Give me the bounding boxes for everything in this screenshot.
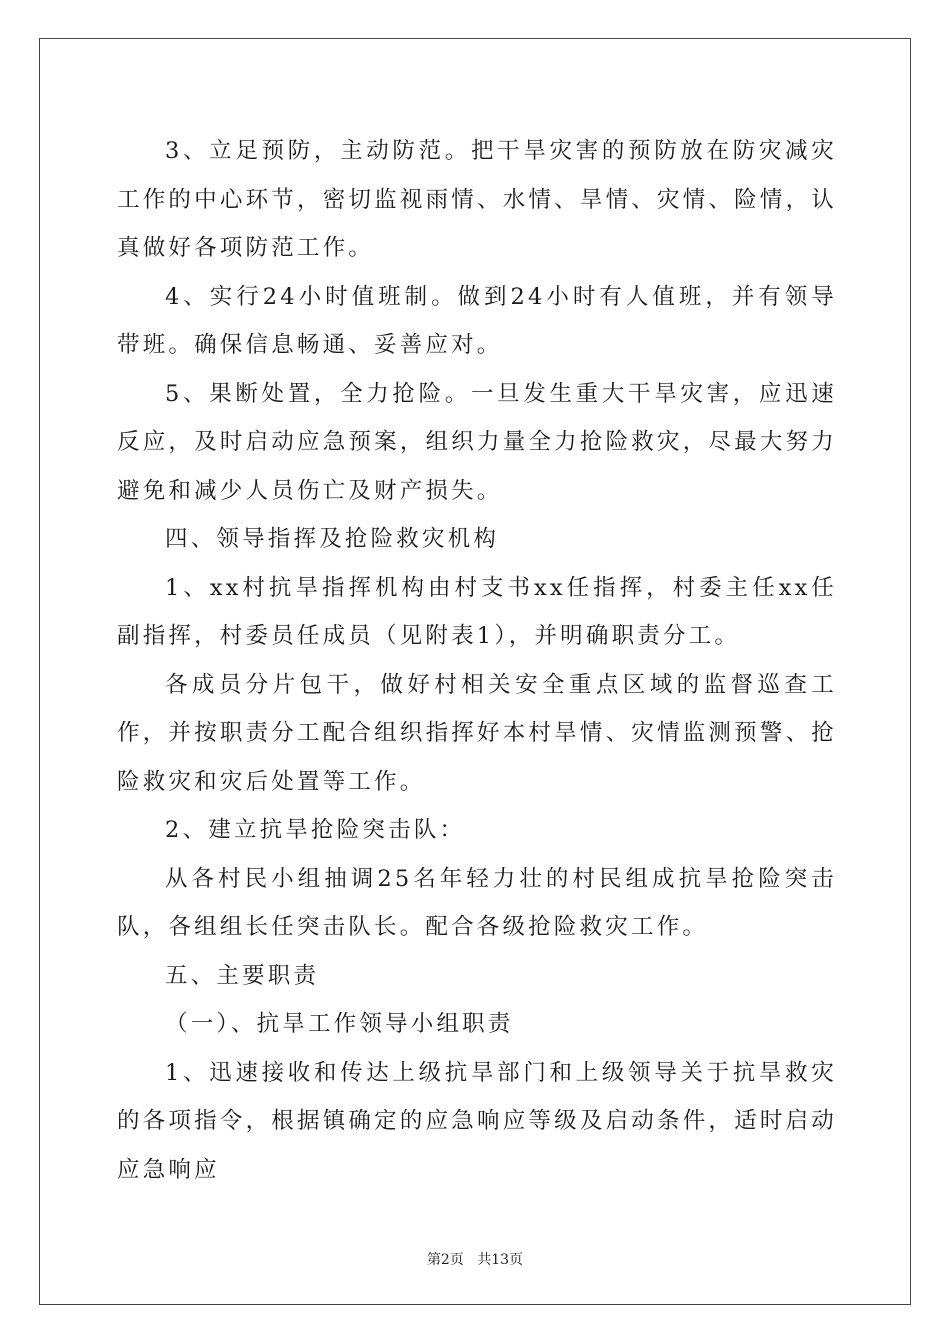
paragraph-command-structure: 1、xx村抗旱指挥机构由村支书xx任指挥，村委主任xx任副指挥，村委员任成员（见附表1），并明确职责分工。 [117, 574, 837, 649]
section-heading-4: 四、领导指挥及抢险救灾机构 [165, 526, 500, 552]
paragraph-strike-team: 从各村民小组抽调25名年轻力壮的村民组成抗旱抢险突击队，各组组长任突击队长。配合各级抢险救灾工作。 [117, 865, 837, 940]
paragraph-duty-shift: 4、实行24小时值班制。做到24小时有人值班，并有领导带班。确保信息畅通、妥善应对。 [117, 283, 837, 358]
section-heading-5: 五、主要职责 [165, 962, 320, 989]
paragraph-leadership-duty: 1、迅速接收和传达上级抗旱部门和上级领导关于抗旱救灾的各项指令，根据镇确定的应急响应等级及启动条件，适时启动应急响应 [117, 1059, 837, 1183]
paragraph-prevention: 3、立足预防，主动防范。把干旱灾害的预防放在防灾减灾工作的中心环节，密切监视雨情、水情、旱情、灾情、险情，认真做好各项防范工作。 [117, 138, 837, 261]
document-body [117, 127, 837, 1194]
subsection-heading-1: （一）、抗旱工作领导小组职责 [165, 1011, 514, 1037]
paragraph-members-duty: 各成员分片包干，做好村相关安全重点区域的监督巡查工作，并按职责分工配合组织指挥好本村旱情、灾情监测预警、抢险救灾和灾后处置等工作。 [117, 671, 837, 795]
page-total: 共13页 [477, 1252, 524, 1268]
page-number: 第2页 [426, 1252, 464, 1268]
page-footer [0, 1249, 950, 1269]
paragraph-strike-team-title: 2、建立抗旱抢险突击队： [165, 817, 466, 843]
paragraph-rescue: 5、果断处置，全力抢险。一旦发生重大干旱灾害，应迅速反应，及时启动应急预案，组织力量全力抢险救灾，尽最大努力避免和减少人员伤亡及财产损失。 [117, 380, 837, 504]
